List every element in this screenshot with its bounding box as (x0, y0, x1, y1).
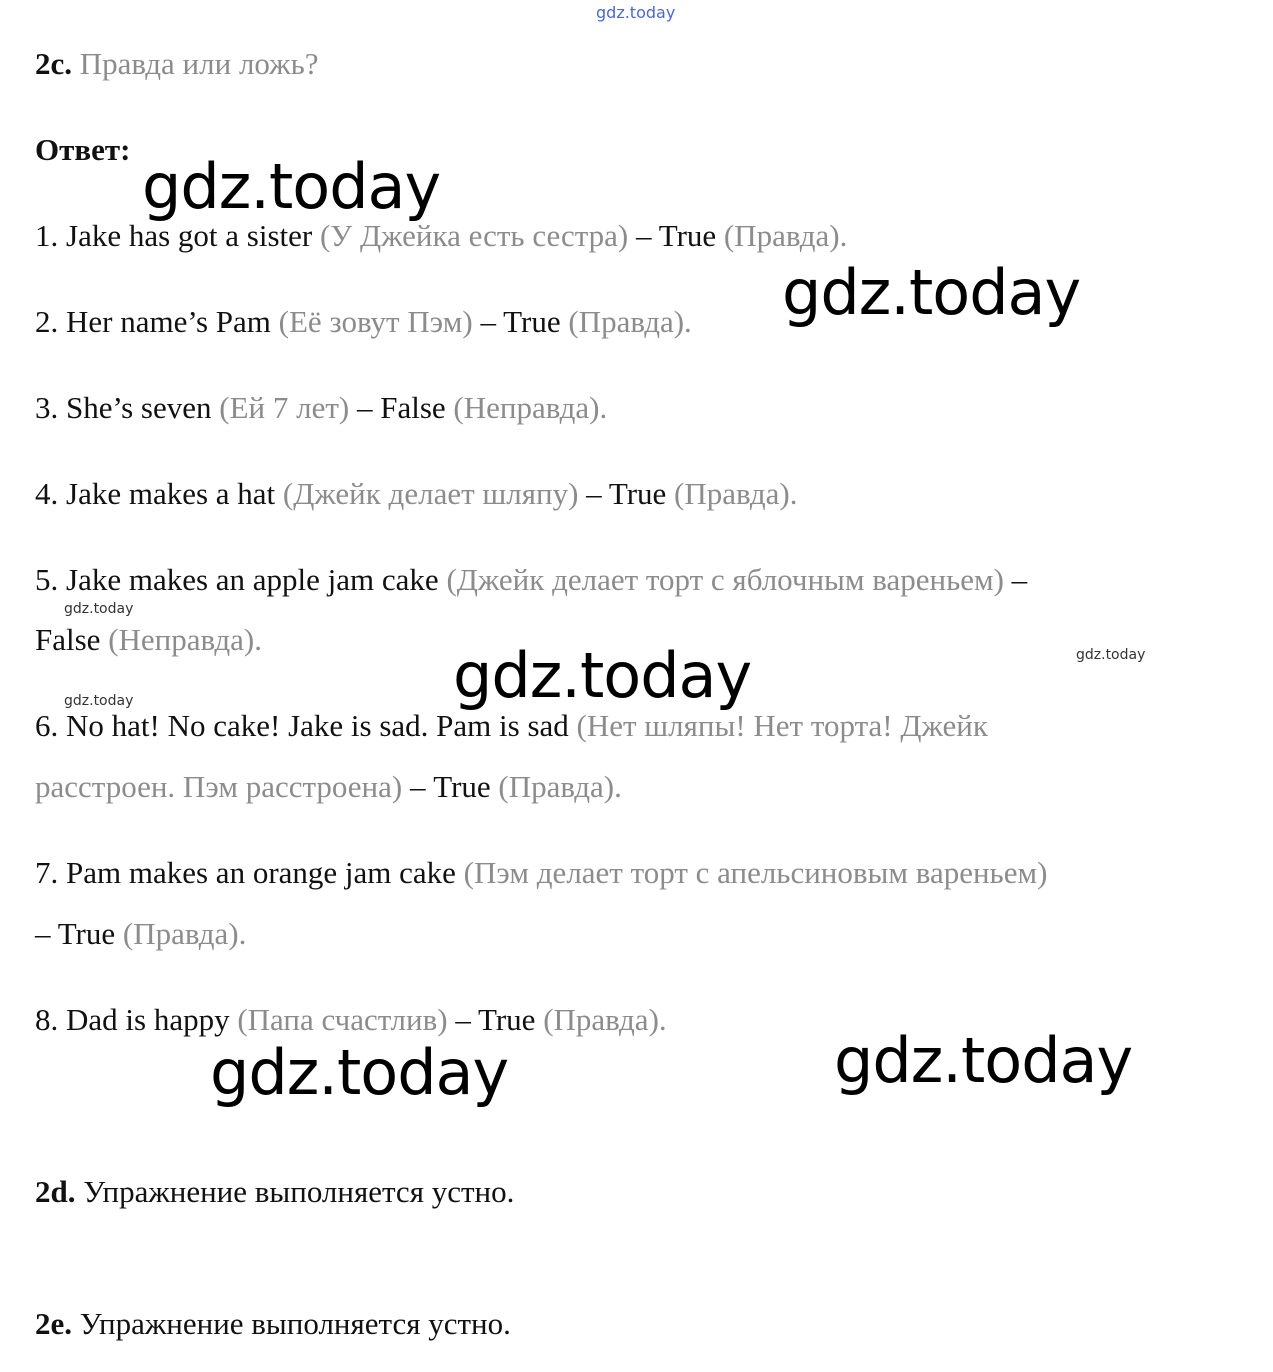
item-number: 4. (35, 476, 59, 511)
task-2d (35, 1174, 514, 1210)
task-text: Упражнение выполняется устно. (83, 1174, 515, 1209)
item-verdict: True (57, 916, 116, 951)
watermark: gdz.today (834, 1024, 1133, 1097)
item-statement: Dad is happy (66, 1002, 230, 1037)
item-verdict-translation: (Правда). (723, 218, 848, 253)
item-dash: – (35, 916, 51, 951)
item-number: 2. (35, 304, 59, 339)
item-dash: – (409, 769, 426, 804)
answer-label: Ответ: (35, 132, 131, 167)
exercise-title: Правда или ложь? (79, 46, 319, 81)
item-number: 8. (35, 1002, 59, 1037)
item-translation: (Папа счастлив) (237, 1002, 448, 1037)
item-number: 1. (35, 218, 59, 253)
item-dash: – (480, 304, 496, 339)
list-item (35, 304, 692, 340)
item-verdict-translation: (Правда). (498, 769, 622, 804)
item-number: 5. (35, 562, 59, 597)
item-dash: – (636, 218, 652, 253)
item-number: 7. (35, 855, 59, 890)
task-label: 2e. (35, 1306, 73, 1341)
item-translation: (У Джейка есть сестра) (319, 218, 629, 253)
list-item-continuation (35, 769, 622, 805)
watermark-small: gdz.today (1076, 647, 1146, 663)
item-verdict: True (503, 304, 561, 339)
exercise-label: 2c. (35, 46, 73, 81)
item-translation: (Нет шляпы! Нет торта! Джейк (576, 708, 988, 743)
item-verdict: False (35, 622, 101, 657)
item-verdict: False (380, 390, 446, 425)
item-translation: (Её зовут Пэм) (278, 304, 473, 339)
list-item (35, 708, 988, 744)
list-item (35, 476, 797, 512)
item-verdict: True (608, 476, 667, 511)
item-statement: No hat! No cake! Jake is sad. Pam is sad (66, 708, 569, 743)
list-item (35, 218, 847, 254)
item-statement: Her name’s Pam (66, 304, 271, 339)
item-verdict-translation: (Правда). (674, 476, 798, 511)
item-translation: (Пэм делает торт с апельсиновым вареньем) (463, 855, 1048, 890)
watermark-top: gdz.today (596, 3, 676, 22)
watermark: gdz.today (210, 1036, 509, 1109)
item-verdict-translation: (Правда). (568, 304, 692, 339)
item-translation: (Джейк делает торт с яблочным вареньем) (446, 562, 1004, 597)
list-item (35, 855, 1047, 891)
item-translation: (Джейк делает шляпу) (282, 476, 579, 511)
list-item-continuation (35, 622, 262, 658)
item-translation: (Ей 7 лет) (219, 390, 350, 425)
list-item (35, 390, 607, 426)
item-number: 6. (35, 708, 59, 743)
watermark-small: gdz.today (64, 693, 134, 709)
item-number: 3. (35, 390, 59, 425)
watermark: gdz.today (142, 150, 441, 223)
item-translation-continued: расстроен. Пэм расстроена) (35, 769, 403, 804)
item-statement: Jake has got a sister (66, 218, 313, 253)
task-text: Упражнение выполняется устно. (79, 1306, 511, 1341)
item-statement: She’s seven (66, 390, 212, 425)
item-dash: – (586, 476, 602, 511)
item-verdict-translation: (Правда). (543, 1002, 667, 1037)
item-verdict-translation: (Неправда). (108, 622, 262, 657)
watermark: gdz.today (782, 256, 1081, 329)
watermark: gdz.today (453, 639, 752, 712)
item-verdict-translation: (Неправда). (453, 390, 608, 425)
item-statement: Pam makes an orange jam cake (66, 855, 456, 890)
item-verdict-translation: (Правда). (122, 916, 247, 951)
item-statement: Jake makes a hat (66, 476, 276, 511)
item-verdict: True (658, 218, 717, 253)
list-item-continuation (35, 916, 246, 952)
item-dash: – (455, 1002, 471, 1037)
list-item (35, 1002, 667, 1038)
task-label: 2d. (35, 1174, 76, 1209)
item-dash: – (1011, 562, 1028, 597)
task-2e (35, 1306, 511, 1342)
item-verdict: True (478, 1002, 536, 1037)
watermark-small: gdz.today (64, 601, 134, 617)
item-statement: Jake makes an apple jam cake (66, 562, 439, 597)
item-dash: – (356, 390, 373, 425)
item-verdict: True (433, 769, 491, 804)
exercise-heading (35, 46, 318, 82)
list-item (35, 562, 1027, 598)
